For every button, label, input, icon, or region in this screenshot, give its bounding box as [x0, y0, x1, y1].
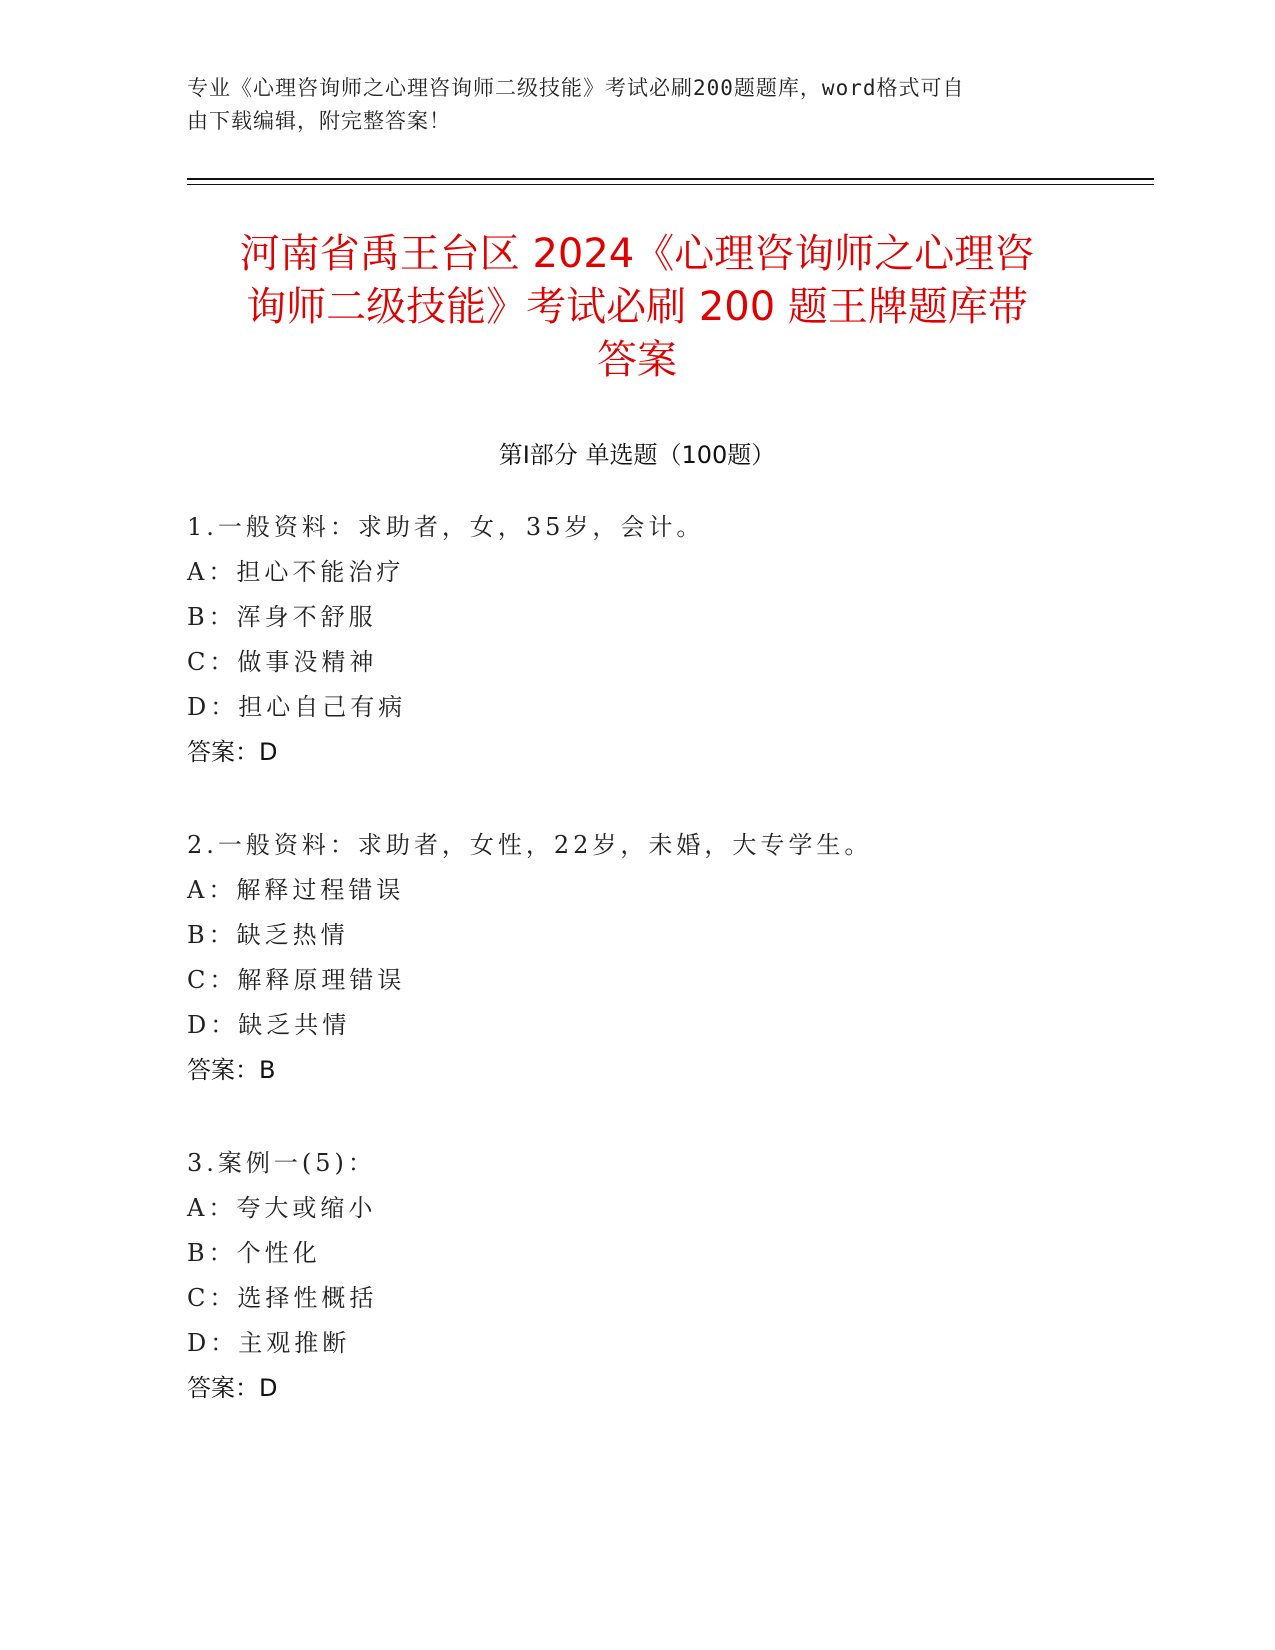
option-a: A：担心不能治疗 [187, 558, 405, 586]
option-b: B：浑身不舒服 [187, 603, 377, 631]
option-c: C：选择性概括 [187, 1284, 378, 1312]
option-d: D：担心自己有病 [187, 693, 407, 721]
document-title-line-1: 河南省禹王台区 2024《心理咨询师之心理咨 [239, 231, 1035, 277]
header-note [187, 72, 1067, 138]
header-note-line-2: 由下载编辑，附完整答案！ [187, 109, 451, 133]
option-a: A：解释过程错误 [187, 876, 405, 904]
section-title: 第Ⅰ部分 单选题（100题） [498, 441, 776, 469]
answer-key: 答案：D [187, 1374, 278, 1402]
question-stem: 1.一般资料：求助者，女，35岁，会计。 [187, 513, 705, 541]
question-item [187, 823, 1087, 1093]
question-item [187, 505, 1087, 775]
option-c: C：做事没精神 [187, 648, 378, 676]
question-stem: 2.一般资料：求助者，女性，22岁，未婚，大专学生。 [187, 831, 873, 859]
document-title-line-2: 询师二级技能》考试必刷 200 题王牌题库带 [246, 284, 1028, 330]
option-d: D：缺乏共情 [187, 1011, 351, 1039]
header-divider-thin [187, 184, 1154, 185]
document-title-line-3: 答案 [597, 337, 677, 383]
document-title [187, 228, 1087, 387]
header-divider-thick [187, 178, 1154, 180]
option-b: B：个性化 [187, 1239, 321, 1267]
option-d: D：主观推断 [187, 1329, 351, 1357]
header-note-line-1: 专业《心理咨询师之心理咨询师二级技能》考试必刷200题题库，word格式可自 [187, 76, 965, 100]
option-b: B：缺乏热情 [187, 921, 349, 949]
option-a: A：夸大或缩小 [187, 1194, 377, 1222]
question-item [187, 1141, 1087, 1411]
option-c: C：解释原理错误 [187, 966, 406, 994]
answer-key: 答案：B [187, 1056, 276, 1084]
question-stem: 3.案例一(5)： [187, 1149, 376, 1177]
answer-key: 答案：D [187, 738, 278, 766]
